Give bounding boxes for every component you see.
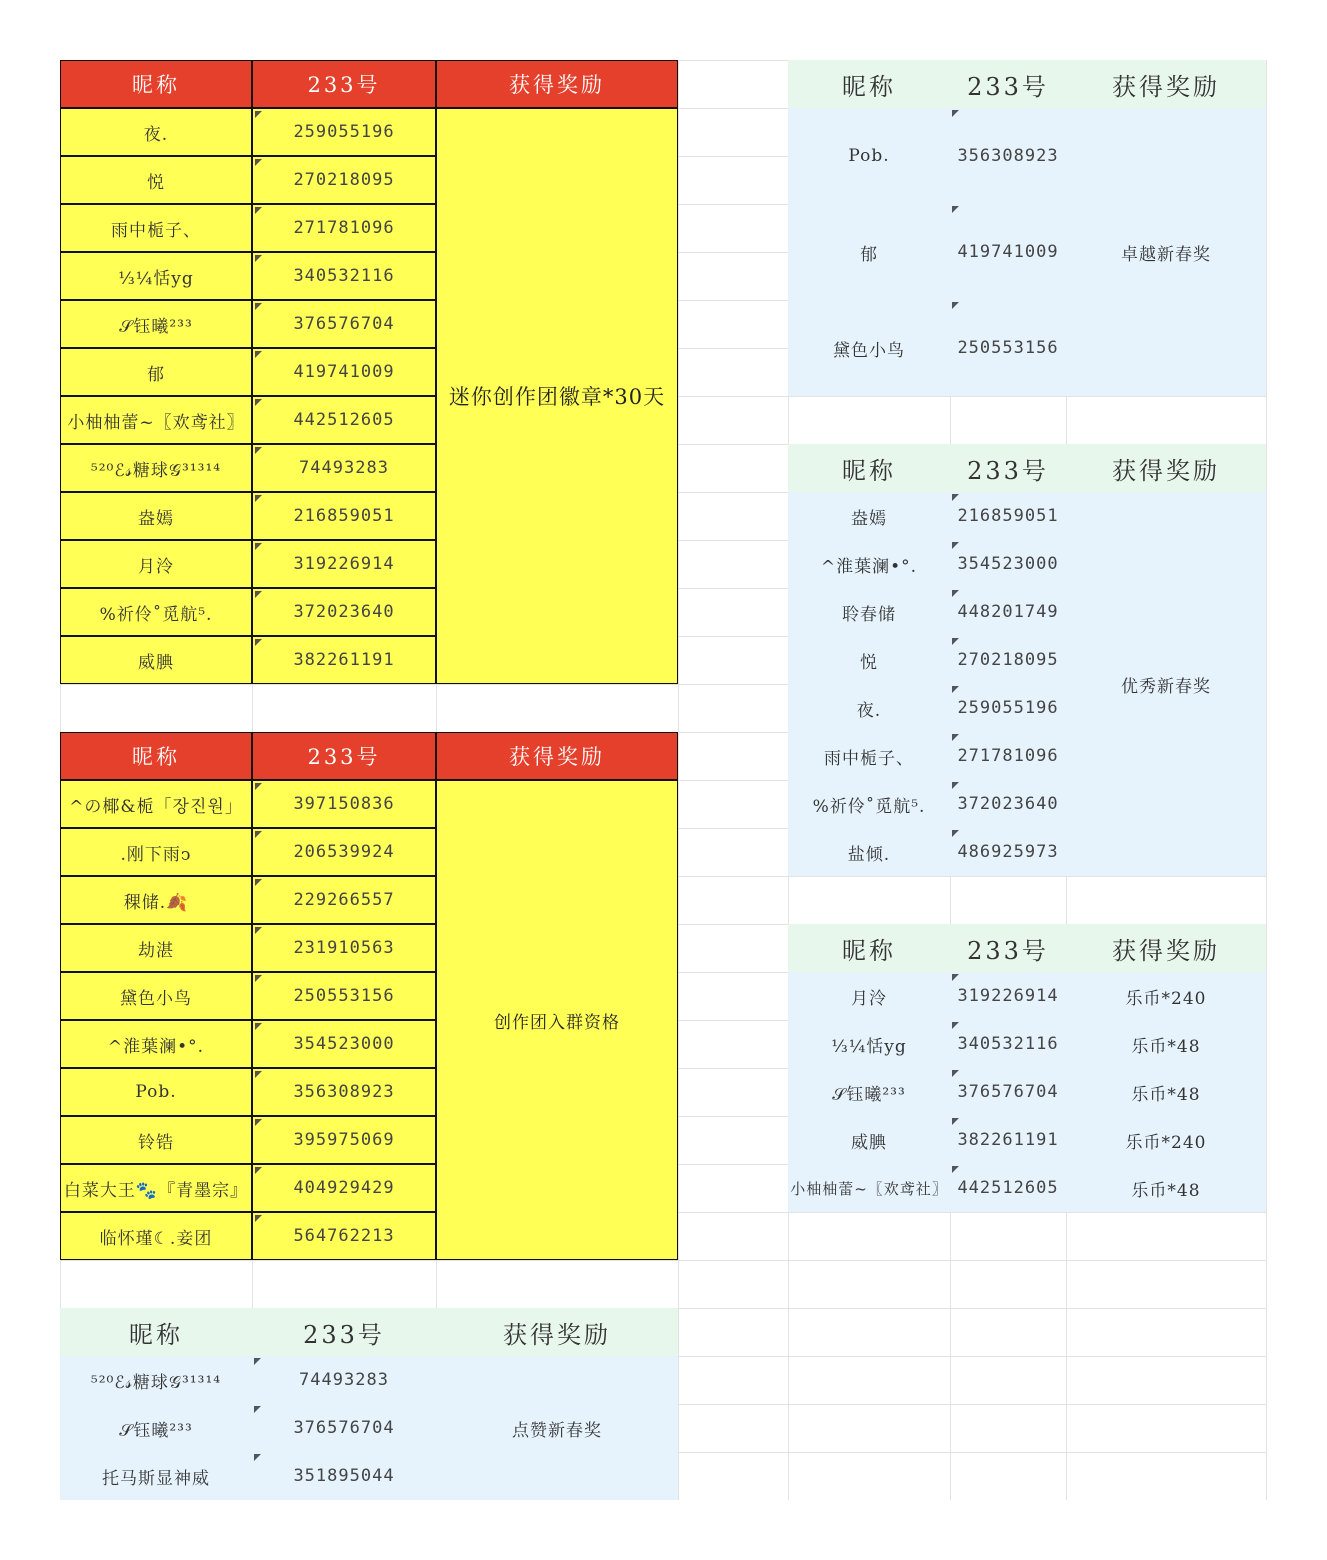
- table4-row-1-id-text: 419741009: [957, 242, 1059, 262]
- table6-row-2-reward[interactable]: [1066, 1068, 1266, 1116]
- table5-row-1-id-text: 354523000: [957, 554, 1059, 574]
- table4-row-2-id[interactable]: [950, 300, 1066, 396]
- table6-row-0-id-text: 319226914: [957, 986, 1059, 1006]
- table1-row-10-name[interactable]: [60, 588, 252, 636]
- table2-row-7-id-text: 395975069: [293, 1130, 395, 1150]
- comment-marker-icon: [255, 1167, 262, 1174]
- comment-marker-icon: [952, 302, 959, 309]
- table3-row-1-id-text: 376576704: [293, 1418, 395, 1438]
- table5-row-0-name[interactable]: [788, 492, 950, 540]
- table6-row-3-id[interactable]: [950, 1116, 1066, 1164]
- table6-header-id[interactable]: [950, 924, 1066, 972]
- table2-row-9-id-text: 564762213: [293, 1226, 395, 1246]
- comment-marker-icon: [255, 1215, 262, 1222]
- table3-row-2-name[interactable]: [60, 1452, 252, 1500]
- table5-row-5-id-text: 271781096: [957, 746, 1059, 766]
- table6-row-3-id-text: 382261191: [957, 1130, 1059, 1150]
- table2-header-nickname[interactable]: [60, 732, 252, 780]
- table2-row-1-name[interactable]: [60, 828, 252, 876]
- table1-row-7-id-text: 74493283: [299, 458, 389, 478]
- table1-row-9-name[interactable]: [60, 540, 252, 588]
- table3-header-nickname-text: 昵称: [129, 1320, 183, 1349]
- table5-row-3-id-text: 270218095: [957, 650, 1059, 670]
- comment-marker-icon: [255, 1071, 262, 1078]
- table6-row-4-reward-text: 乐币*48: [1131, 1180, 1201, 1201]
- comment-marker-icon: [952, 734, 959, 741]
- table2-header-reward[interactable]: [436, 732, 678, 780]
- table4-row-1-name[interactable]: [788, 204, 950, 300]
- table6-header-reward-text: 获得奖励: [1112, 936, 1220, 965]
- table4-row-0-name[interactable]: [788, 108, 950, 204]
- table5-header-nickname-text: 昵称: [842, 456, 896, 485]
- table2-row-6-id[interactable]: [252, 1068, 436, 1116]
- table2-row-7-id[interactable]: [252, 1116, 436, 1164]
- table5-row-1-id[interactable]: [950, 540, 1066, 588]
- table5-header-reward[interactable]: [1066, 444, 1266, 492]
- table2-header-reward-text: 获得奖励: [509, 745, 605, 769]
- table6-row-1-id-text: 340532116: [957, 1034, 1059, 1054]
- table2-row-3-name-text: 劫湛: [138, 940, 174, 961]
- comment-marker-icon: [952, 542, 959, 549]
- table5-row-2-id[interactable]: [950, 588, 1066, 636]
- table2-row-2-id-text: 229266557: [293, 890, 395, 910]
- table5-header-nickname[interactable]: [788, 444, 950, 492]
- table2-row-8-id-text: 404929429: [293, 1178, 395, 1198]
- table6-row-0-name-text: 月泠: [851, 988, 887, 1009]
- table4-reward-cell-text: 卓越新春奖: [1121, 244, 1211, 265]
- table6-row-0-reward[interactable]: [1066, 972, 1266, 1020]
- table3-row-2-name-text: 托马斯显神威: [102, 1468, 210, 1489]
- comment-marker-icon: [255, 159, 262, 166]
- comment-marker-icon: [255, 255, 262, 262]
- table2-row-8-id[interactable]: [252, 1164, 436, 1212]
- table1-header-reward-text: 获得奖励: [509, 73, 605, 97]
- table1-row-0-name[interactable]: [60, 108, 252, 156]
- table3-row-2-id[interactable]: [252, 1452, 436, 1500]
- table1-row-2-id[interactable]: [252, 204, 436, 252]
- table2-row-2-name-text: 稞储.🍂: [123, 892, 189, 913]
- table2-row-6-name[interactable]: [60, 1068, 252, 1116]
- table2-row-0-id[interactable]: [252, 780, 436, 828]
- table4-header-reward-text: 获得奖励: [1112, 72, 1220, 101]
- table4-header-nickname-text: 昵称: [842, 72, 896, 101]
- table4-row-2-name-text: 黛色小鸟: [833, 340, 905, 361]
- table5-row-4-name[interactable]: [788, 684, 950, 732]
- table6-row-2-name-text: 𝒮钰曦²³³: [832, 1084, 906, 1105]
- comment-marker-icon: [952, 1118, 959, 1125]
- table5-row-7-name-text: 盐倾.: [847, 844, 891, 865]
- table2-row-8-name-text: 白菜大王🐾『青墨宗』: [63, 1180, 249, 1201]
- table5-row-5-name-text: 雨中栀子、: [824, 748, 914, 769]
- table5-row-1-name[interactable]: [788, 540, 950, 588]
- table4-row-0-id[interactable]: [950, 108, 1066, 204]
- table4-header-id-text: 233号: [967, 72, 1049, 101]
- table4-row-0-name-text: Pob.: [848, 146, 890, 166]
- table5-header-id-text: 233号: [967, 456, 1049, 485]
- comment-marker-icon: [255, 303, 262, 310]
- table3-row-0-name[interactable]: [60, 1356, 252, 1404]
- table2-reward-cell[interactable]: [436, 780, 678, 1260]
- table2-row-4-id[interactable]: [252, 972, 436, 1020]
- table6-row-4-name[interactable]: [788, 1164, 950, 1212]
- table4-header-id[interactable]: [950, 60, 1066, 108]
- table6-row-4-id-text: 442512605: [957, 1178, 1059, 1198]
- table5-row-6-id[interactable]: [950, 780, 1066, 828]
- comment-marker-icon: [952, 494, 959, 501]
- table6-row-3-name[interactable]: [788, 1116, 950, 1164]
- comment-marker-icon: [952, 1166, 959, 1173]
- table1-header-nickname-text: 昵称: [132, 73, 180, 97]
- table2-row-1-id-text: 206539924: [293, 842, 395, 862]
- table5-row-3-name-text: 悦: [860, 652, 878, 673]
- table1-row-1-name[interactable]: [60, 156, 252, 204]
- table2-row-5-name[interactable]: [60, 1020, 252, 1068]
- table5-row-2-id-text: 448201749: [957, 602, 1059, 622]
- table1-row-7-name[interactable]: [60, 444, 252, 492]
- table4-header-reward[interactable]: [1066, 60, 1266, 108]
- table1-reward-cell-text: 迷你创作团徽章*30天: [448, 385, 666, 409]
- table2-row-5-name-text: ^淮葉澜•°.: [107, 1036, 205, 1057]
- table1-row-5-id[interactable]: [252, 348, 436, 396]
- table6-row-2-name[interactable]: [788, 1068, 950, 1116]
- table1-row-3-id[interactable]: [252, 252, 436, 300]
- comment-marker-icon: [952, 590, 959, 597]
- table2-row-2-name[interactable]: [60, 876, 252, 924]
- table2-row-8-name[interactable]: [60, 1164, 252, 1212]
- table5-header-reward-text: 获得奖励: [1112, 456, 1220, 485]
- table1-row-4-name-text: 𝒮钰曦²³³: [119, 316, 193, 337]
- table1-row-11-id-text: 382261191: [293, 650, 395, 670]
- table1-row-7-name-text: ⁵²⁰ℰ𝓈糖球𝒢³¹³¹⁴: [90, 460, 222, 481]
- comment-marker-icon: [254, 1358, 261, 1365]
- comment-marker-icon: [255, 1119, 262, 1126]
- table5-row-6-name-text: %祈伶˚觅航⁵.: [812, 796, 926, 817]
- table5-row-4-id-text: 259055196: [957, 698, 1059, 718]
- table2-header-id[interactable]: [252, 732, 436, 780]
- table6-row-2-reward-text: 乐币*48: [1131, 1084, 1201, 1105]
- comment-marker-icon: [952, 110, 959, 117]
- table6-row-1-name[interactable]: [788, 1020, 950, 1068]
- table6-row-0-reward-text: 乐币*240: [1125, 988, 1207, 1009]
- table6-row-1-reward[interactable]: [1066, 1020, 1266, 1068]
- table5-row-5-name[interactable]: [788, 732, 950, 780]
- table6-row-0-name[interactable]: [788, 972, 950, 1020]
- table3-row-0-id-text: 74493283: [299, 1370, 389, 1390]
- comment-marker-icon: [255, 879, 262, 886]
- table2-row-1-name-text: .刚下雨ↄ: [120, 844, 192, 865]
- table2-header-id-text: 233号: [307, 745, 381, 769]
- table3-row-0-name-text: ⁵²⁰ℰ𝓈糖球𝒢³¹³¹⁴: [90, 1372, 222, 1393]
- comment-marker-icon: [254, 1454, 261, 1461]
- table5-reward-cell-text: 优秀新春奖: [1121, 676, 1211, 697]
- table1-row-0-name-text: 夜.: [143, 124, 169, 145]
- table2-row-6-id-text: 356308923: [293, 1082, 395, 1102]
- table4-reward-cell[interactable]: [1066, 108, 1266, 396]
- table3-reward-cell[interactable]: [436, 1356, 678, 1500]
- comment-marker-icon: [255, 831, 262, 838]
- table1-row-0-id-text: 259055196: [293, 122, 395, 142]
- comment-marker-icon: [255, 639, 262, 646]
- table2-row-9-name-text: 临怀瑾☾.妾团: [99, 1228, 213, 1249]
- table3-reward-cell-text: 点赞新春奖: [512, 1420, 602, 1441]
- table1-row-4-id-text: 376576704: [293, 314, 395, 334]
- comment-marker-icon: [952, 782, 959, 789]
- comment-marker-icon: [952, 206, 959, 213]
- table1-row-4-name[interactable]: [60, 300, 252, 348]
- table2-row-5-id-text: 354523000: [293, 1034, 395, 1054]
- table6-row-1-reward-text: 乐币*48: [1131, 1036, 1201, 1057]
- table1-row-0-id[interactable]: [252, 108, 436, 156]
- table1-row-4-id[interactable]: [252, 300, 436, 348]
- table6-row-2-id[interactable]: [950, 1068, 1066, 1116]
- table3-header-reward[interactable]: [436, 1308, 678, 1356]
- table6-row-3-reward[interactable]: [1066, 1116, 1266, 1164]
- table1-row-8-name[interactable]: [60, 492, 252, 540]
- table4-row-1-name-text: 郁: [860, 244, 878, 265]
- table2-row-4-id-text: 250553156: [293, 986, 395, 1006]
- comment-marker-icon: [952, 638, 959, 645]
- table3-row-0-id[interactable]: [252, 1356, 436, 1404]
- table2-header-nickname-text: 昵称: [132, 745, 180, 769]
- table5-row-5-id[interactable]: [950, 732, 1066, 780]
- comment-marker-icon: [255, 399, 262, 406]
- table5-row-3-name[interactable]: [788, 636, 950, 684]
- table2-row-6-name-text: Pob.: [135, 1082, 177, 1102]
- table6-row-3-name-text: 威腆: [851, 1132, 887, 1153]
- table1-row-9-name-text: 月泠: [138, 556, 174, 577]
- comment-marker-icon: [255, 975, 262, 982]
- table1-header-nickname[interactable]: [60, 60, 252, 108]
- table5-row-7-id[interactable]: [950, 828, 1066, 876]
- table1-row-8-id[interactable]: [252, 492, 436, 540]
- table1-row-1-id-text: 270218095: [293, 170, 395, 190]
- table5-row-4-id[interactable]: [950, 684, 1066, 732]
- table4-row-2-id-text: 250553156: [957, 338, 1059, 358]
- table1-header-reward[interactable]: [436, 60, 678, 108]
- comment-marker-icon: [255, 495, 262, 502]
- table6-header-id-text: 233号: [967, 936, 1049, 965]
- table3-row-1-name-text: 𝒮钰曦²³³: [119, 1420, 193, 1441]
- table4-row-0-id-text: 356308923: [957, 146, 1059, 166]
- table1-row-5-name-text: 郁: [147, 364, 165, 385]
- table2-row-7-name-text: 铃锆: [138, 1132, 174, 1153]
- table5-row-2-name[interactable]: [788, 588, 950, 636]
- table5-row-7-id-text: 486925973: [957, 842, 1059, 862]
- table1-reward-cell[interactable]: [436, 108, 678, 684]
- table1-row-2-name-text: 雨中栀子、: [111, 220, 201, 241]
- table4-row-2-name[interactable]: [788, 300, 950, 396]
- table5-row-6-id-text: 372023640: [957, 794, 1059, 814]
- comment-marker-icon: [952, 686, 959, 693]
- table6-row-4-name-text: 小柚柚蕾~〖欢鸢社〗: [790, 1179, 948, 1198]
- table1-row-7-id[interactable]: [252, 444, 436, 492]
- table1-row-8-id-text: 216859051: [293, 506, 395, 526]
- table5-header-id[interactable]: [950, 444, 1066, 492]
- comment-marker-icon: [255, 591, 262, 598]
- table1-row-3-name-text: ⅓¼恬yg: [118, 268, 194, 289]
- table1-row-3-name[interactable]: [60, 252, 252, 300]
- table1-row-8-name-text: 盎嫣: [138, 508, 174, 529]
- table1-row-1-id[interactable]: [252, 156, 436, 204]
- table1-header-id[interactable]: [252, 60, 436, 108]
- table1-row-6-name-text: 小柚柚蕾~〖欢鸢社〗: [67, 412, 245, 433]
- table1-row-11-id[interactable]: [252, 636, 436, 684]
- table2-row-3-id[interactable]: [252, 924, 436, 972]
- table5-row-6-name[interactable]: [788, 780, 950, 828]
- comment-marker-icon: [254, 1406, 261, 1413]
- table6-header-nickname-text: 昵称: [842, 936, 896, 965]
- table3-header-id-text: 233号: [303, 1320, 385, 1349]
- table2-row-5-id[interactable]: [252, 1020, 436, 1068]
- comment-marker-icon: [255, 783, 262, 790]
- table3-header-nickname[interactable]: [60, 1308, 252, 1356]
- grid-line: [678, 60, 679, 1500]
- table1-row-11-name[interactable]: [60, 636, 252, 684]
- table1-row-10-name-text: %祈伶˚觅航⁵.: [99, 604, 213, 625]
- table1-row-2-id-text: 271781096: [293, 218, 395, 238]
- table6-row-1-name-text: ⅓¼恬yg: [831, 1036, 907, 1057]
- table1-header-id-text: 233号: [307, 73, 381, 97]
- table1-row-5-name[interactable]: [60, 348, 252, 396]
- table1-row-9-id[interactable]: [252, 540, 436, 588]
- table3-row-1-id[interactable]: [252, 1404, 436, 1452]
- comment-marker-icon: [952, 1022, 959, 1029]
- table4-header-nickname[interactable]: [788, 60, 950, 108]
- table2-row-0-name-text: ^の椰&栀「장진원」: [69, 796, 243, 817]
- table6-header-reward[interactable]: [1066, 924, 1266, 972]
- table2-reward-cell-text: 创作团入群资格: [494, 1012, 620, 1033]
- table2-row-3-id-text: 231910563: [293, 938, 395, 958]
- comment-marker-icon: [255, 207, 262, 214]
- table1-row-3-id-text: 340532116: [293, 266, 395, 286]
- table5-row-7-name[interactable]: [788, 828, 950, 876]
- table5-row-1-name-text: ^淮葉澜•°.: [820, 556, 918, 577]
- table6-row-4-reward[interactable]: [1066, 1164, 1266, 1212]
- comment-marker-icon: [255, 111, 262, 118]
- comment-marker-icon: [255, 447, 262, 454]
- comment-marker-icon: [952, 830, 959, 837]
- table5-row-4-name-text: 夜.: [856, 700, 882, 721]
- table5-row-2-name-text: 聆春储: [842, 604, 896, 625]
- table2-row-9-id[interactable]: [252, 1212, 436, 1260]
- table3-header-id[interactable]: [252, 1308, 436, 1356]
- table5-row-0-id-text: 216859051: [957, 506, 1059, 526]
- comment-marker-icon: [952, 974, 959, 981]
- table6-row-1-id[interactable]: [950, 1020, 1066, 1068]
- table2-row-7-name[interactable]: [60, 1116, 252, 1164]
- table1-row-6-id[interactable]: [252, 396, 436, 444]
- table2-row-0-name[interactable]: [60, 780, 252, 828]
- table6-row-3-reward-text: 乐币*240: [1125, 1132, 1207, 1153]
- table5-row-3-id[interactable]: [950, 636, 1066, 684]
- table6-header-nickname[interactable]: [788, 924, 950, 972]
- table1-row-6-name[interactable]: [60, 396, 252, 444]
- table5-row-0-id[interactable]: [950, 492, 1066, 540]
- comment-marker-icon: [255, 543, 262, 550]
- table4-row-1-id[interactable]: [950, 204, 1066, 300]
- table1-row-10-id[interactable]: [252, 588, 436, 636]
- table2-row-4-name[interactable]: [60, 972, 252, 1020]
- table6-row-2-id-text: 376576704: [957, 1082, 1059, 1102]
- comment-marker-icon: [255, 1023, 262, 1030]
- table6-row-4-id[interactable]: [950, 1164, 1066, 1212]
- table2-row-3-name[interactable]: [60, 924, 252, 972]
- comment-marker-icon: [255, 351, 262, 358]
- table6-row-0-id[interactable]: [950, 972, 1066, 1020]
- table1-row-10-id-text: 372023640: [293, 602, 395, 622]
- table2-row-4-name-text: 黛色小鸟: [120, 988, 192, 1009]
- table2-row-0-id-text: 397150836: [293, 794, 395, 814]
- table1-row-6-id-text: 442512605: [293, 410, 395, 430]
- table1-row-1-name-text: 悦: [147, 172, 165, 193]
- table3-header-reward-text: 获得奖励: [503, 1320, 611, 1349]
- table2-row-2-id[interactable]: [252, 876, 436, 924]
- table5-row-0-name-text: 盎嫣: [851, 508, 887, 529]
- comment-marker-icon: [952, 1070, 959, 1077]
- table1-row-9-id-text: 319226914: [293, 554, 395, 574]
- grid-line: [1266, 60, 1267, 1500]
- table5-reward-cell[interactable]: [1066, 492, 1266, 876]
- table2-row-1-id[interactable]: [252, 828, 436, 876]
- table1-row-2-name[interactable]: [60, 204, 252, 252]
- table1-row-11-name-text: 威腆: [138, 652, 174, 673]
- table1-row-5-id-text: 419741009: [293, 362, 395, 382]
- comment-marker-icon: [255, 927, 262, 934]
- table2-row-9-name[interactable]: [60, 1212, 252, 1260]
- table3-row-1-name[interactable]: [60, 1404, 252, 1452]
- table3-row-2-id-text: 351895044: [293, 1466, 395, 1486]
